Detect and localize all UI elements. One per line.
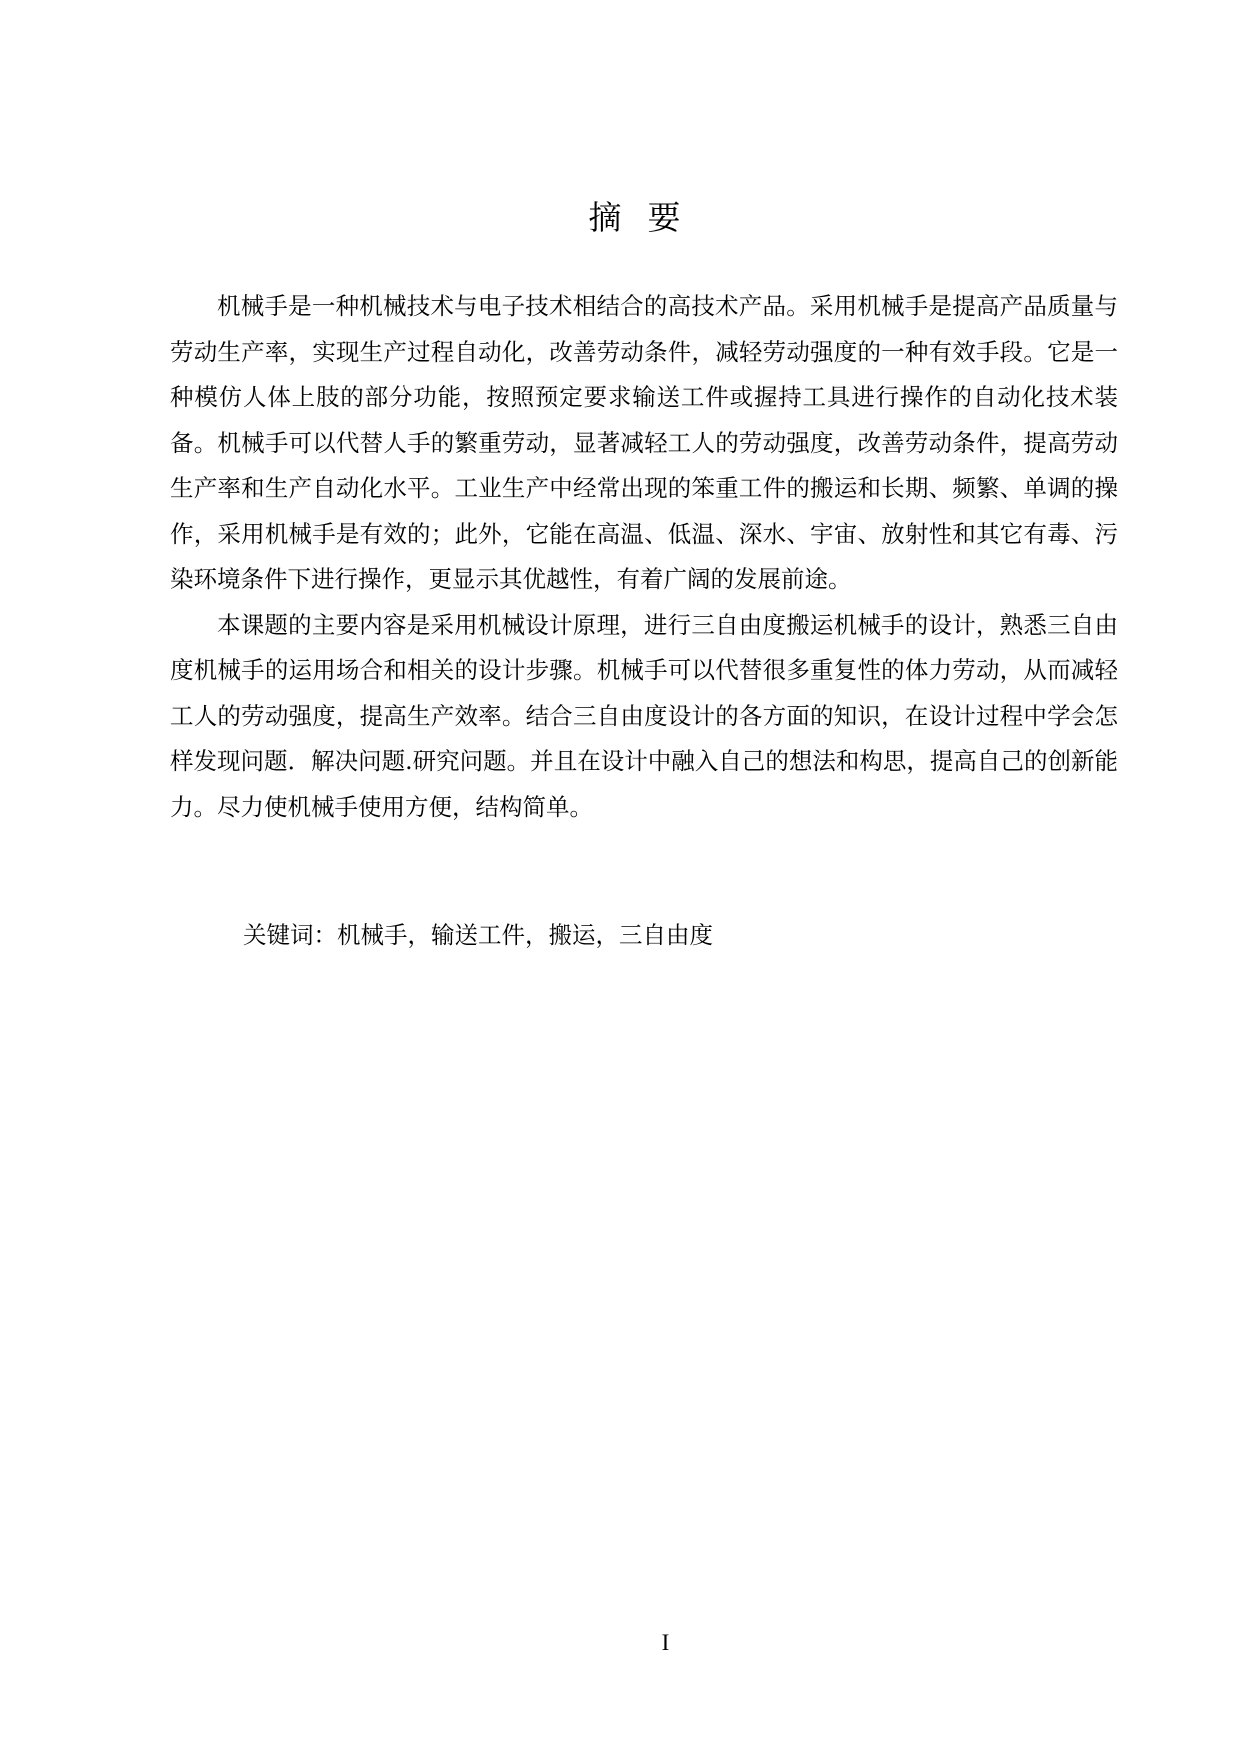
abstract-paragraph-2: 本课题的主要内容是采用机械设计原理，进行三自由度搬运机械手的设计，熟悉三自由度机械手的运用场合和相关的设计步骤。机械手可以代替很多重复性的体力劳动，从而减轻工人的劳动强度，提高生产效率。结合三自由度设计的各方面的知识，在设计过程中学会怎样发现问题．解决问题.研究问题。并且在设计中融入自己的想法和构思，提高自己的创新能力。尽力使机械手使用方便，结构简单。 (170, 610, 1118, 821)
page-number: I (661, 1630, 670, 1655)
keywords-label: 关键词： (243, 921, 337, 949)
abstract-body (170, 284, 1118, 830)
page-title: 摘要 (588, 198, 707, 237)
keywords-list: 机械手，输送工件，搬运，三自由度 (337, 921, 713, 949)
abstract-paragraph-1: 机械手是一种机械技术与电子技术相结合的高技术产品。采用机械手是提高产品质量与劳动生产率，实现生产过程自动化，改善劳动条件，减轻劳动强度的一种有效手段。它是一种模仿人体上肢的部分功能，按照预定要求输送工件或握持工具进行操作的自动化技术装备。机械手可以代替人手的繁重劳动，显著减轻工人的劳动强度，改善劳动条件，提高劳动生产率和生产自动化水平。工业生产中经常出现的笨重工件的搬运和长期、频繁、单调的操作，采用机械手是有效的；此外，它能在高温、低温、深水、宇宙、放射性和其它有毒、污染环境条件下进行操作，更显示其优越性，有着广阔的发展前途。 (170, 292, 1118, 593)
keywords-line (243, 915, 713, 955)
